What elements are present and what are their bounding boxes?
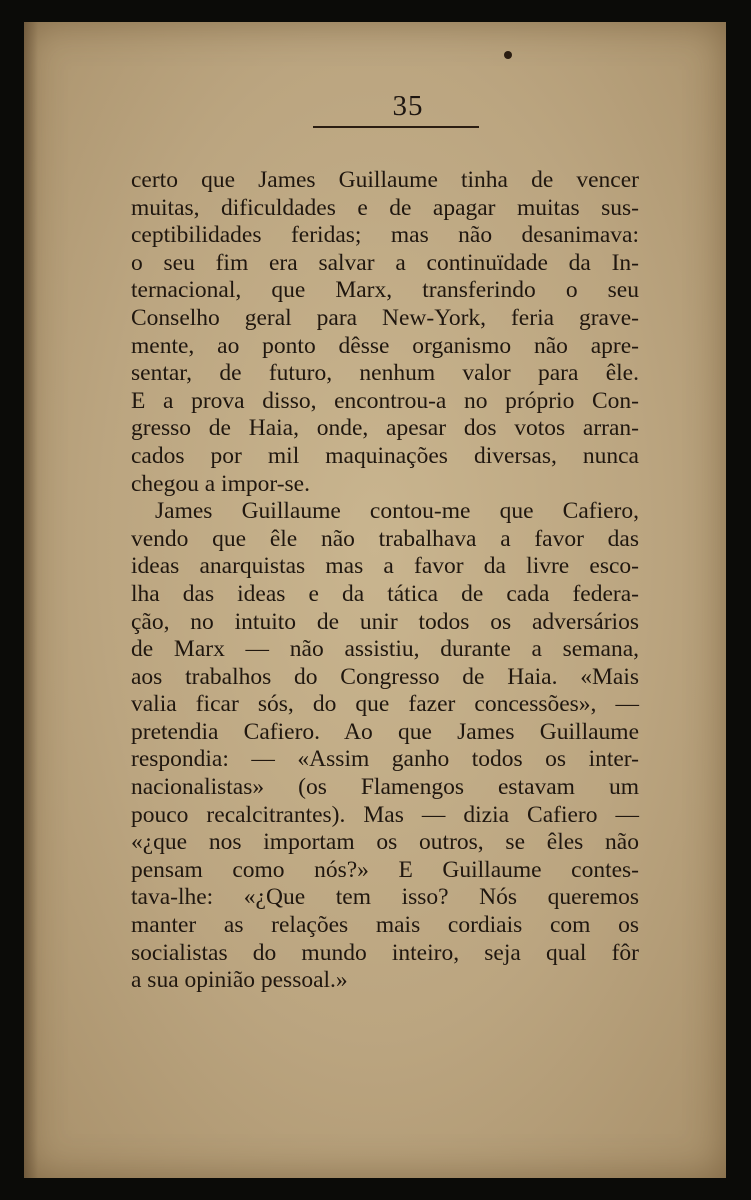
text-line: cados por mil maquinações diversas, nunca bbox=[131, 442, 639, 469]
text-line: pouco recalcitrantes). Mas — dizia Cafiero — bbox=[131, 801, 639, 828]
text-line: «¿que nos importam os outros, se êles não bbox=[131, 829, 639, 856]
text-line: manter as relações mais cordiais com os bbox=[131, 912, 639, 939]
text-line: ceptibilidades feridas; mas não desanimava: bbox=[131, 222, 639, 249]
text-line: tava-lhe: «¿Que tem isso? Nós queremos bbox=[131, 884, 639, 911]
text-line: Conselho geral para New-York, feria grave- bbox=[131, 304, 639, 331]
text-line: sentar, de futuro, nenhum valor para êle. bbox=[131, 360, 639, 387]
text-line: respondia: — «Assim ganho todos os inter- bbox=[131, 746, 639, 773]
text-line: ideas anarquistas mas a favor da livre esco- bbox=[131, 553, 639, 580]
text-line: pretendia Cafiero. Ao que James Guillaume bbox=[131, 718, 639, 745]
text-line: chegou a impor-se. bbox=[131, 470, 310, 497]
text-line: socialistas do mundo inteiro, seja qual fôr bbox=[131, 939, 639, 966]
text-line: gresso de Haia, onde, apesar dos votos arran- bbox=[131, 415, 639, 442]
text-line: nacionalistas» (os Flamengos estavam um bbox=[131, 774, 639, 801]
text-line: lha das ideas e da tática de cada federa- bbox=[131, 580, 639, 607]
text-line: mente, ao ponto dêsse organismo não apre- bbox=[131, 332, 639, 359]
text-line: pensam como nós?» E Guillaume contes- bbox=[131, 856, 639, 883]
body-text bbox=[131, 167, 639, 995]
text-line: certo que James Guillaume tinha de vencer bbox=[131, 167, 639, 193]
text-line: ção, no intuito de unir todos os adversários bbox=[131, 608, 639, 635]
header-rule bbox=[313, 126, 479, 128]
text-line: aos trabalhos do Congresso de Haia. «Mais bbox=[131, 663, 639, 690]
text-line: muitas, dificuldades e de apagar muitas sus- bbox=[131, 194, 639, 221]
page-edge-shadow bbox=[24, 22, 38, 1178]
text-line: de Marx — não assistiu, durante a semana, bbox=[131, 636, 639, 663]
page-number: 35 bbox=[392, 90, 424, 122]
book-page bbox=[24, 22, 726, 1178]
text-line: ternacional, que Marx, transferindo o seu bbox=[131, 277, 639, 304]
text-line: valia ficar sós, do que fazer concessões», — bbox=[131, 691, 639, 718]
text-line: E a prova disso, encontrou-a no próprio Con- bbox=[131, 387, 639, 414]
text-line: a sua opinião pessoal.» bbox=[131, 967, 348, 994]
text-line: o seu fim era salvar a continuïdade da In- bbox=[131, 249, 639, 276]
text-line: James Guillaume contou-me que Cafiero, bbox=[155, 498, 639, 525]
ink-dot bbox=[504, 51, 512, 59]
text-line: vendo que êle não trabalhava a favor das bbox=[131, 525, 639, 552]
